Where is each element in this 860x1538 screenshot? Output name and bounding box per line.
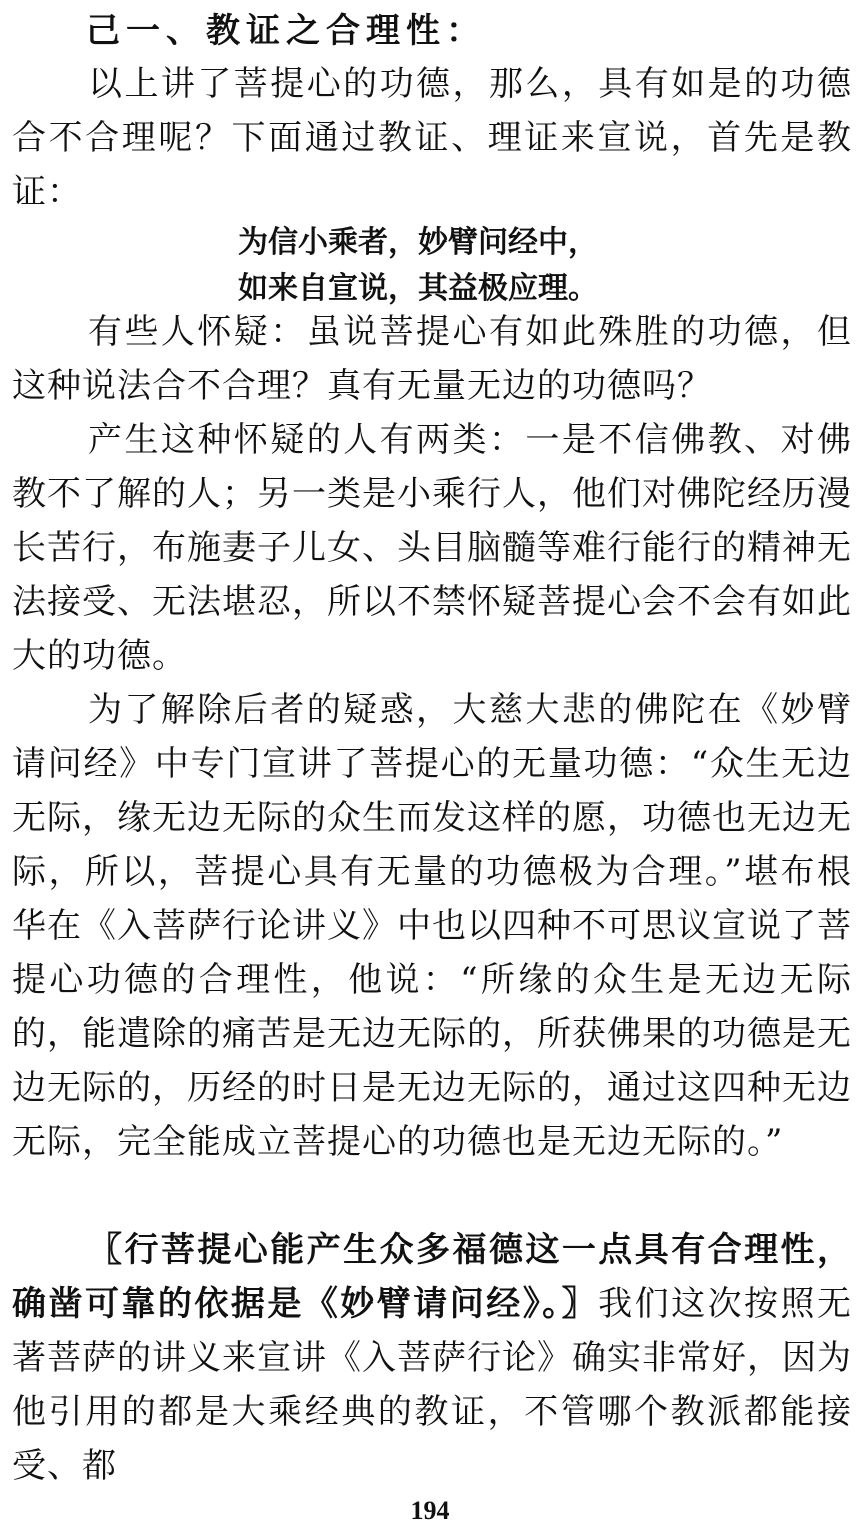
page-number: 194 xyxy=(410,1496,450,1525)
section-heading: 己一、教证之合理性： xyxy=(86,11,486,51)
paragraph-two-types: 产生这种怀疑的人有两类：一是不信佛教、对佛教不了解的人；另一类是小乘行人，他们对佛陀经历漫长苦行，布施妻子儿女、头目脑髓等难行能行的精神无法接受、无法堪忍，所以不禁怀疑菩提心会不会有如此大的功德。 xyxy=(12,420,852,676)
paragraph-doubt: 有些人怀疑：虽说菩提心有如此殊胜的功德，但这种说法合不合理？真有无量无边的功德吗？ xyxy=(12,312,852,406)
paragraph-sutra-explanation: 为了解除后者的疑惑，大慈大悲的佛陀在《妙臂请问经》中专门宣讲了菩提心的无量功德：“众生无边无际，缘无边无际的众生而发这样的愿，功德也无边无际，所以，菩提心具有无量的功德极为合理。”堪布根华在《入菩萨行论讲义》中也以四种不可思议宣说了菩提心功德的合理性，他说：“所缘的众生是无边无际的，能遣除的痛苦是无边无际的，所获佛果的功德是无边无际的，历经的时日是无边无际的，通过这四种无边无际，完全能成立菩提心的功德也是无边无际的。” xyxy=(12,690,852,1162)
verse-line-2: 如来自宣说，其益极应理。 xyxy=(238,271,598,306)
verse-line-1: 为信小乘者，妙臂问经中， xyxy=(238,225,598,260)
paragraph-intro: 以上讲了菩提心的功德，那么，具有如是的功德合不合理呢？下面通过教证、理证来宣说，首先是教证： xyxy=(12,64,852,212)
paragraph-conclusion-text: 我们这次按照无著菩萨的讲义来宣讲《入菩萨行论》确实非常好，因为他引用的都是大乘经典的教证，不管哪个教派都能接受、都 xyxy=(12,1284,853,1486)
bold-summary: 〖行菩提心能产生众多福德这一点具有合理性，确凿可靠的依据是《妙臂请问经》。〗 xyxy=(12,1230,852,1324)
paragraph-conclusion xyxy=(12,1223,852,1493)
